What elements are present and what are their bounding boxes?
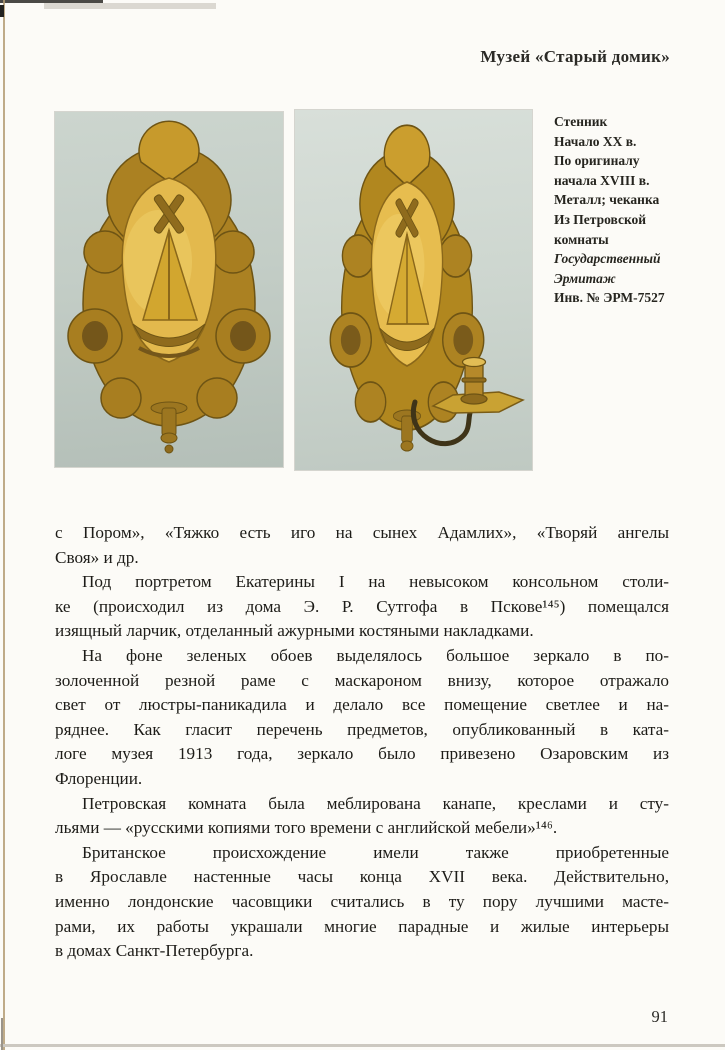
scan-edge-top-smudge <box>44 3 216 9</box>
body-text <box>55 521 669 964</box>
body-line: в Ярославле настенные часы конца XVII века. Действительно, <box>55 867 669 887</box>
scan-edge-left <box>3 0 5 1050</box>
caption-line: начала XVIII в. <box>554 172 650 188</box>
scan-edge-left-notch <box>0 5 4 17</box>
body-line: логе музея 1913 года, зеркало было привезено Озаровским из <box>55 744 669 764</box>
caption-line: Из Петровской <box>554 211 647 227</box>
paragraph <box>55 570 669 644</box>
photo-sconce-front <box>55 112 283 467</box>
caption-line: Эрмитаж <box>554 270 616 286</box>
paragraph <box>55 841 669 964</box>
paragraph <box>55 644 669 792</box>
caption-line: По оригиналу <box>554 153 640 169</box>
body-line: именно лондонские часовщики считались в ту пору лучшими масте- <box>55 891 669 911</box>
caption-line: Стенник <box>554 114 608 129</box>
body-line: Британское происхождение имели также приобретенные <box>82 842 669 862</box>
paragraph <box>55 521 669 570</box>
body-line: золоченной резной раме с маскароном внизу, которое отражало <box>55 670 669 690</box>
body-line: изящный ларчик, отделанный ажурными костяными накладками. <box>55 621 534 641</box>
body-line: в домах Санкт-Петербурга. <box>55 941 254 961</box>
body-line: Своя» и др. <box>55 547 139 567</box>
paragraph <box>55 792 669 841</box>
sconce-front-illustration <box>55 112 283 467</box>
body-line: ряднее. Как гласит перечень предметов, опубликованный в ката- <box>55 719 669 739</box>
sconce-side-illustration <box>295 110 532 470</box>
page-number: 91 <box>651 1007 668 1026</box>
body-line: с Пором», «Тяжко есть иго на сынех Адамлих», «Творяй ангелы <box>55 523 669 542</box>
body-line: Под портретом Екатерины I на невысоком консольном столи- <box>82 572 669 592</box>
body-line: ке (происходил из дома Э. Р. Сутгофа в Пскове¹⁴⁵) помещался <box>55 596 669 616</box>
body-line: свет от люстры-паникадила и делало все помещение светлее и на- <box>55 695 669 715</box>
body-line: Петровская комната была меблирована канапе, креслами и сту- <box>82 793 669 813</box>
body-line: На фоне зеленых обоев выделялось большое зеркало в по- <box>82 645 669 665</box>
scan-edge-bottom <box>0 1044 725 1047</box>
body-line: рами, их работы украшали многие парадные и жилые интерьеры <box>55 916 669 936</box>
photo-sconce-side <box>295 110 532 470</box>
scan-edge-bottom-left <box>1 1018 3 1050</box>
caption-line: Инв. № ЭРМ-7527 <box>554 290 665 306</box>
figure-caption <box>554 112 722 308</box>
caption-line: Государственный <box>554 251 661 267</box>
caption-line: Начало XX в. <box>554 133 637 149</box>
caption-line: комнаты <box>554 231 609 247</box>
caption-line: Металл; чеканка <box>554 192 660 208</box>
body-line: льями — «русскими копиями того времени с английской мебели»¹⁴⁶. <box>55 818 558 838</box>
running-head: Музей «Старый домик» <box>480 47 670 66</box>
body-line: Флоренции. <box>55 768 143 788</box>
